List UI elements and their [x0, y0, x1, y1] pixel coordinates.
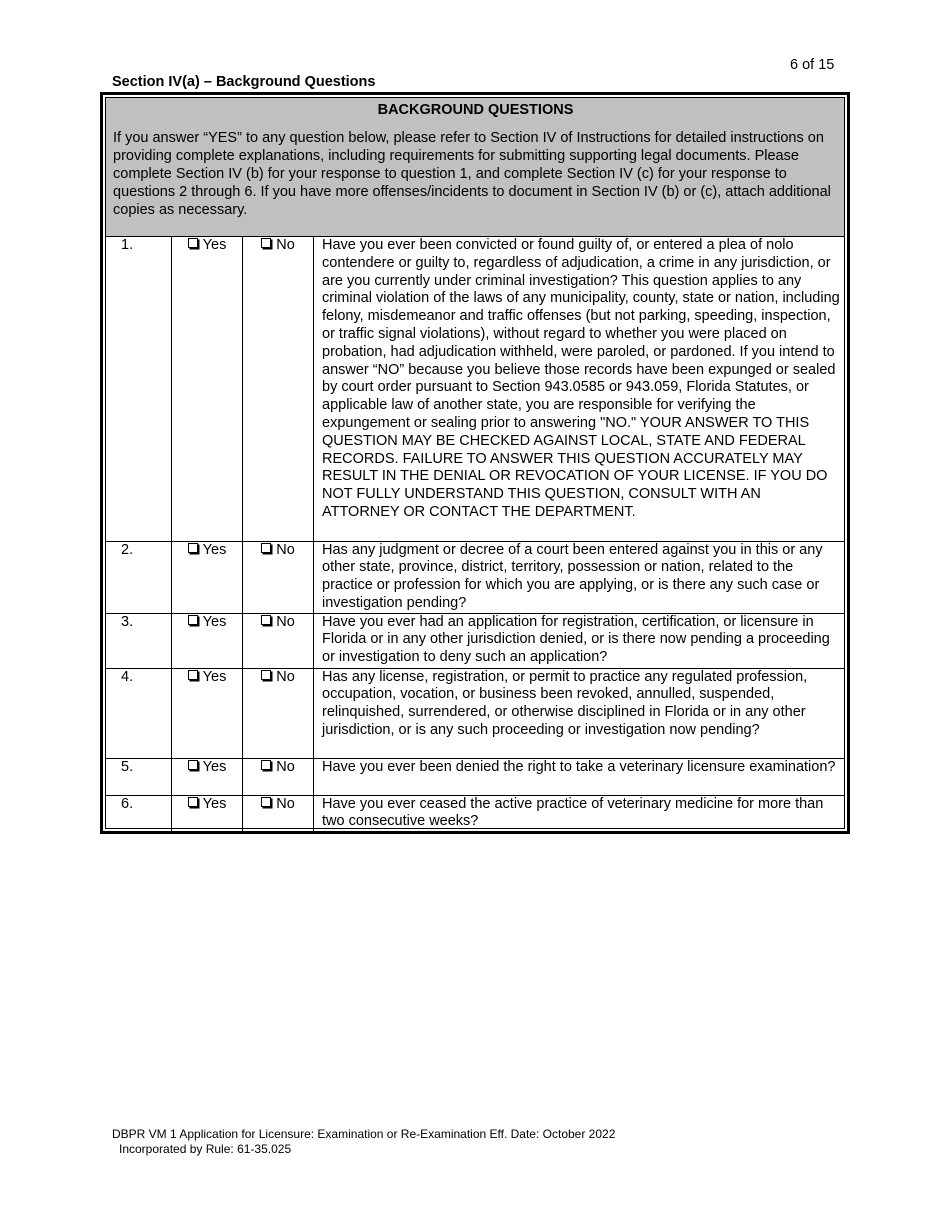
question-row-6: [106, 795, 844, 832]
checkbox-icon: [261, 760, 271, 770]
yes-label: Yes: [202, 758, 227, 775]
checkbox-icon: [188, 760, 198, 770]
no-label: No: [276, 613, 295, 630]
no-label: No: [276, 758, 295, 775]
yes-checkbox-q2[interactable]: [172, 541, 243, 613]
question-row-5: [106, 758, 844, 795]
checkbox-icon: [188, 615, 198, 625]
no-checkbox-q5[interactable]: [243, 758, 314, 795]
no-checkbox-q1[interactable]: [243, 237, 314, 541]
background-questions-inner: [105, 97, 845, 829]
question-number: 2.: [106, 541, 172, 613]
question-text: Has any judgment or decree of a court been entered against you in this or any other state, province, district, territory, possession or nation, related to the practice or profession for which you are applying, or is there any such case or investigation pending?: [314, 541, 845, 613]
question-number: 4.: [106, 668, 172, 758]
no-checkbox-q2[interactable]: [243, 541, 314, 613]
no-label: No: [276, 541, 295, 558]
yes-label: Yes: [202, 237, 227, 253]
checkbox-icon: [261, 238, 271, 248]
no-label: No: [276, 668, 295, 685]
checkbox-icon: [261, 615, 271, 625]
yes-checkbox-q4[interactable]: [172, 668, 243, 758]
question-row-1: [106, 237, 844, 541]
question-number: 3.: [106, 613, 172, 668]
section-title: Section IV(a) – Background Questions: [112, 74, 376, 90]
question-row-4: [106, 668, 844, 758]
background-questions-box: [100, 92, 850, 834]
questions-table: [106, 237, 844, 832]
yes-checkbox-q1[interactable]: [172, 237, 243, 541]
yes-checkbox-q3[interactable]: [172, 613, 243, 668]
footer-rule: Incorporated by Rule: 61-35.025: [119, 1141, 292, 1156]
yes-label: Yes: [202, 795, 227, 812]
page-footer: [112, 1127, 615, 1156]
checkbox-icon: [261, 797, 271, 807]
question-text: Have you ever ceased the active practice of veterinary medicine for more than two consecutive weeks?: [322, 795, 824, 830]
question-row-2: [106, 541, 844, 613]
yes-checkbox-q5[interactable]: [172, 758, 243, 795]
page-number: 6 of 15: [790, 57, 835, 73]
no-checkbox-q6[interactable]: [243, 795, 314, 832]
checkbox-icon: [261, 670, 271, 680]
yes-label: Yes: [202, 541, 227, 558]
checkbox-icon: [261, 543, 271, 553]
no-label: No: [276, 795, 295, 812]
no-checkbox-q4[interactable]: [243, 668, 314, 758]
yes-checkbox-q6[interactable]: [172, 795, 243, 832]
question-number: 5.: [106, 758, 172, 795]
question-row-3: [106, 613, 844, 668]
checkbox-icon: [188, 670, 198, 680]
question-text: Have you ever been convicted or found guilty of, or entered a plea of nolo contendere or guilty to, regardless of adjudication, a crime in any jurisdiction, or are you currently under criminal investigation? This question applies to any criminal violation of the laws of any municipality, county, state or nation, including felony, misdemeanor and traffic offenses (but not parking, speeding, inspection, or traffic signal violations), without regard to whether you were placed on probation, had adjudication withheld, were paroled, or pardoned. If you intend to answer “NO” because you believe those records have been expunged or sealed by court order pursuant to Section 943.0585 or 943.059, Florida Statutes, or applicable law of another state, you are responsible for verifying the expungement or sealing prior to answering "NO." YOUR ANSWER TO THIS QUESTION MAY BE CHECKED AGAINST LOCAL, STATE AND FEDERAL RECORDS. FAILURE TO ANSWER THIS QUESTION ACCURATELY MAY RESULT IN THE DENIAL OR REVOCATION OF YOUR LICENSE. IF YOU DO NOT FULLY UNDERSTAND THIS QUESTION, CONSULT WITH AN ATTORNEY OR CONTACT THE DEPARTMENT.: [314, 237, 845, 541]
checkbox-icon: [188, 238, 198, 248]
no-checkbox-q3[interactable]: [243, 613, 314, 668]
header-instructions: If you answer “YES” to any question below, please refer to Section IV of Instructions for detailed instructions on providing complete explanations, including requirements for submitting supporting legal documents. Please complete Section IV (b) for your response to question 1, and complete Section IV (c) for your response to questions 2 through 6. If you have more offenses/incidents to document in Section IV (b) or (c), attach additional copies as necessary.: [113, 130, 831, 218]
no-label: No: [276, 237, 295, 253]
question-text: Has any license, registration, or permit to practice any regulated profession, occupation, vocation, or business been revoked, annulled, suspended, relinquished, surrendered, or otherwise disciplined in Florida or in any other jurisdiction, or is any such proceeding or investigation now pending?: [314, 668, 845, 758]
yes-label: Yes: [202, 613, 227, 630]
header-title: BACKGROUND QUESTIONS: [377, 102, 574, 118]
checkbox-icon: [188, 797, 198, 807]
footer-form-title: DBPR VM 1 Application for Licensure: Examination or Re-Examination Eff. Date: October 2022: [112, 1127, 616, 1141]
question-text: Have you ever been denied the right to take a veterinary licensure examination?: [314, 758, 845, 795]
question-number: 1.: [106, 237, 172, 541]
instructions-header: [106, 98, 844, 237]
question-number: 6.: [106, 795, 172, 832]
yes-label: Yes: [202, 668, 227, 685]
checkbox-icon: [188, 543, 198, 553]
question-text: Have you ever had an application for registration, certification, or licensure in Florida or in any other jurisdiction denied, or is there now pending a proceeding or investigation to deny such an application?: [314, 613, 845, 668]
